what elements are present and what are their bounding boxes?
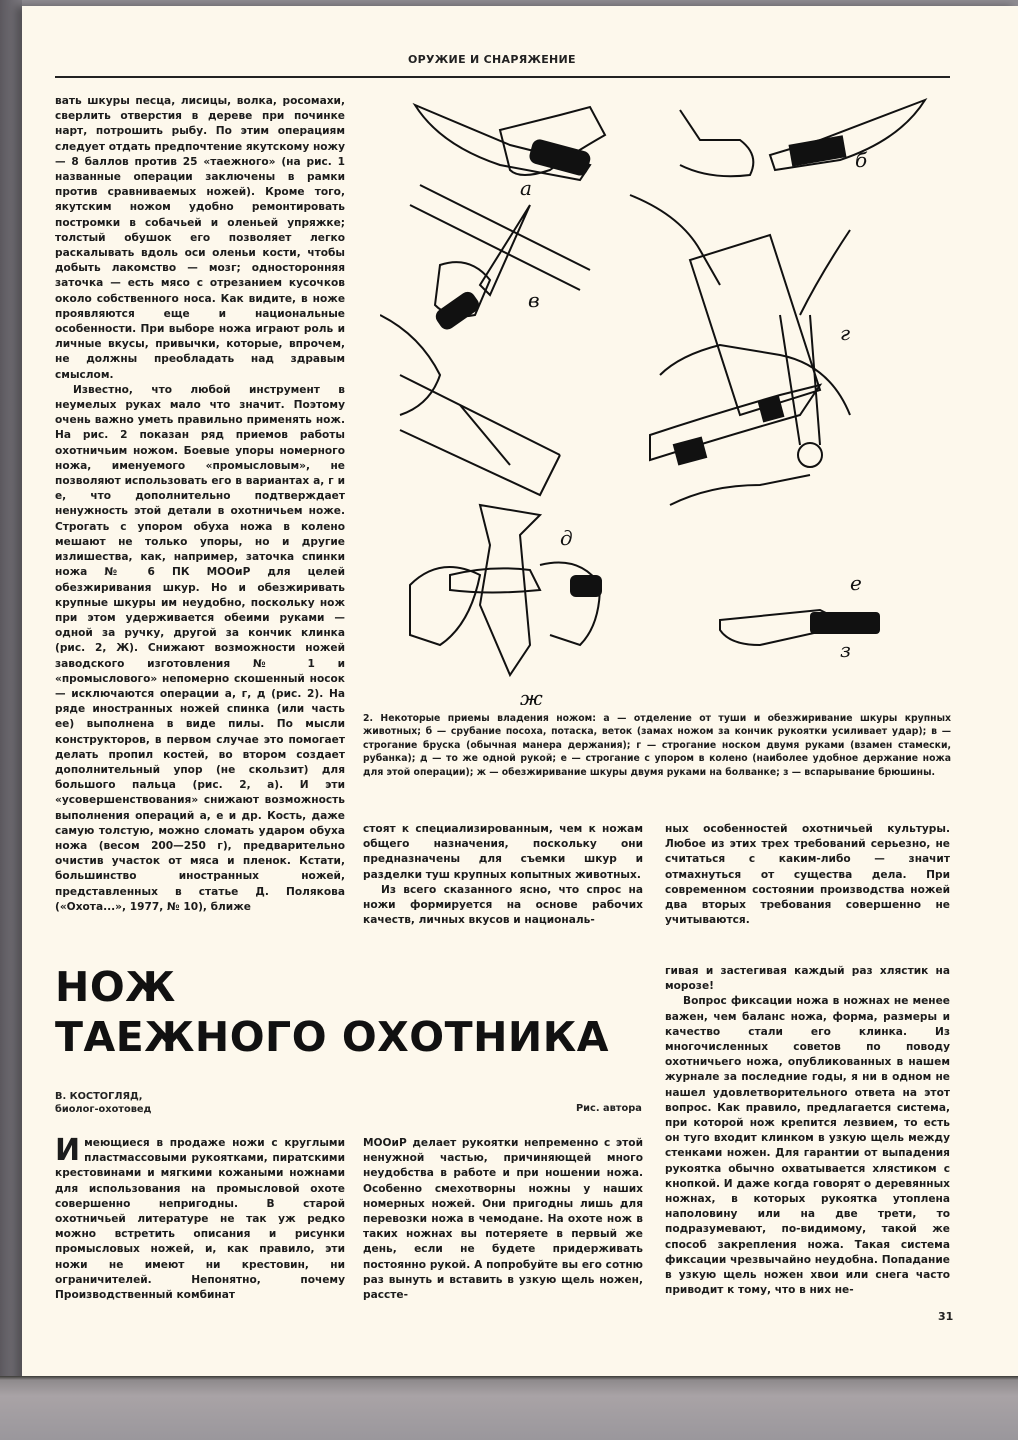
top-left-column — [55, 94, 345, 915]
paragraph: вать шкуры песца, лисицы, волка, росомахи, сверлить отверстия в дереве при починке нарт, потрошить рыбу. По этим операциям следует отдать предпочтение якутскому ножу — 8 баллов против 25 «таежного» (на рис. 1 названные операции заключены в рамки против сравниваемых ножей). Кроме того, якутским ножом удобно ремонтировать постромки в собачьей и оленьей упряжке; толстый обушок его позволяет легко раскалывать вдоль оси оленьи кости, чтобы добыть лакомство — мозг; односторонняя заточка — есть мясо с отрезанием кусочков около собственного носа. Как видите, в ноже проявляются еще и национальные особенности. При выборе ножа играют роль и личные вкусы, привычки, которые, впрочем, не должны преобладать над здравым смыслом. — [55, 95, 345, 381]
page-bottom-edge — [0, 1376, 1018, 1440]
paragraph: меющиеся в продаже ножи с круглыми пластмассовыми рукоятками, пиратскими крестовинами и мягкими кожаными ножнами для использования на промысловой охоте совершенно непригодны. В старой охотничьей литературе не так уж редко можно встретить описания и рисунки промысловых ножей, и, как правило, эти ножи не имеют ни крестовин, ни ограничителей. Непонятно, почему Производственный комбинат — [55, 1137, 345, 1302]
author-name: В. КОСТОГЛЯД, — [55, 1091, 143, 1102]
article-column-2 — [363, 1136, 643, 1303]
label-z: з — [840, 638, 851, 662]
illustration-credit: Рис. автора — [576, 1103, 642, 1114]
paragraph: Вопрос фиксации ножа в ножнах не менее важен, чем баланс ножа, форма, размеры и качество стали его клинка. Из многочисленных советов по поводу охотничьего ножа, опубликованных в нашем журнале за последние годы, я ни в одном не нашел удовлетворительного ответа на этот вопрос. Как правило, предлагается система, при которой нож крепится лезвием, то есть он туго входит клинком в узкую щель между стенками ножен. Для гарантии от выпадения рукоятка обычно охватывается хлястиком с кнопкой. И даже когда говорят о деревянных ножнах, в которых рукоятка утоплена наполовину или на две трети, то подразумевают, по-видимому, такой же способ закрепления ножа. Такая система фиксации чрезвычайно неудобна. Попадание в узкую щель ножен хвои или снега часто приводит к тому, что в них не- — [665, 995, 950, 1297]
paragraph: Из всего сказанного ясно, что спрос на ножи формируется на основе рабочих качеств, личных вкусов и националь- — [363, 883, 643, 927]
mid-column-1 — [363, 822, 643, 928]
article-column-1 — [55, 1133, 345, 1303]
section-header: ОРУЖИЕ И СНАРЯЖЕНИЕ — [408, 53, 576, 66]
label-b: б — [855, 148, 868, 172]
label-g: г — [840, 321, 851, 345]
title-line-2: ТАЕЖНОГО ОХОТНИКА — [55, 1013, 609, 1061]
book-spine-shadow — [0, 0, 22, 1440]
paragraph: ных особенностей охотничьей культуры. Любое из этих трех требований серьезно, не считаться с каким-либо — значит отмахнуться от существа дела. При современном состоянии производства ножей два вторых требования совершенно не учитываются. — [665, 823, 950, 927]
page-number: 31 — [938, 1310, 954, 1323]
author-block — [55, 1090, 151, 1116]
paragraph: МООиР делает рукоятки непременно с этой ненужной частью, причиняющей много неудобства в работе и при ношении ножа. Особенно смехотворны ножны у наших номерных ножей. Они пригодны лишь для перевозки ножа в чемодане. На охоте нож в таких ножнах вы потеряете в первый же день, если не будете придерживать постоянно рукой. А попробуйте вы его сотню раз вынуть и вставить в узкую щель ножен, расстe- — [363, 1137, 643, 1302]
figure-caption: 2. Некоторые приемы владения ножом: а — отделение от туши и обезжиривание шкуры крупных животных; б — срубание посоха, потаска, веток (замах ножом за кончик рукоятки усиливает удар); в — строгание бруска (обычная манера держания); г — строгание носком двумя руками (взамен стамески, рубанка); д — то же одной рукой; е — строгание с упором в колено (наиболее удобное держание ножа для этой операции); ж — обезжиривание шкуры двумя руками на болванке; з — вспарывание брюшины. — [363, 713, 951, 778]
mid-column-2 — [665, 822, 950, 928]
label-e: е — [850, 571, 862, 595]
paragraph: гивая и застегивая каждый раз хлястик на морозе! — [665, 965, 950, 993]
article-title — [55, 962, 609, 1062]
header-rule — [55, 76, 950, 78]
drop-cap: И — [55, 1133, 81, 1168]
knife-techniques-illustration — [380, 85, 955, 705]
label-a: а — [520, 176, 532, 200]
label-d: д — [560, 526, 573, 550]
label-v: в — [528, 288, 540, 312]
title-line-1: НОЖ — [55, 963, 176, 1011]
article-column-3 — [665, 964, 950, 1298]
paragraph: стоят к специализированным, чем к ножам общего назначения, поскольку они предназначены для съемки шкур и разделки туш крупных копытных животных. — [363, 823, 643, 881]
label-zh: ж — [520, 686, 543, 705]
paragraph: Известно, что любой инструмент в неумелых руках мало что значит. Поэтому очень важно уметь правильно применять нож. На рис. 2 показан ряд приемов работы охотничьим ножом. Боевые упоры номерного ножа, именуемого «промысловым», не позволяют использовать его в вариантах а, г и е, что дополнительно подтверждает ненужность этой детали в охотничьем ноже. Строгать с упором обуха ножа в колено мешают не только упоры, но и другие излишества, как, например, заточка спинки ножа № 6 ПК МООиР для целей обезжиривания шкур. Но и обезжиривать крупные шкуры им неудобно, поскольку нож при этом удерживается обеими руками — одной за ручку, другой за кончик клинка (рис. 2, Ж). Снижают возможности ножей заводского изготовления № 1 и «промыслового» непомерно скошенный носок — исключаются операции а, г, д (рис. 2). На ряде иностранных ножей спинка (или часть ее) выполнена в виде пилы. По мысли конструкторов, в первом случае это помогает делать пропил костей, во втором создает дополнительный упор (не скользит) для большого пальца (рис. 2, а). И эти «усовершенствования» снижают возможность выполнения операций а, е и др. Кость, даже самую толстую, можно сломать ударом обуха ножа (весом 200—250 г), предварительно очистив участок от мяса и пленок. Кстати, большинство иностранных ножей, представленных в статье Д. Полякова («Охота...», 1977, № 10), ближе — [55, 383, 345, 913]
author-role: биолог-охотовед — [55, 1104, 152, 1115]
